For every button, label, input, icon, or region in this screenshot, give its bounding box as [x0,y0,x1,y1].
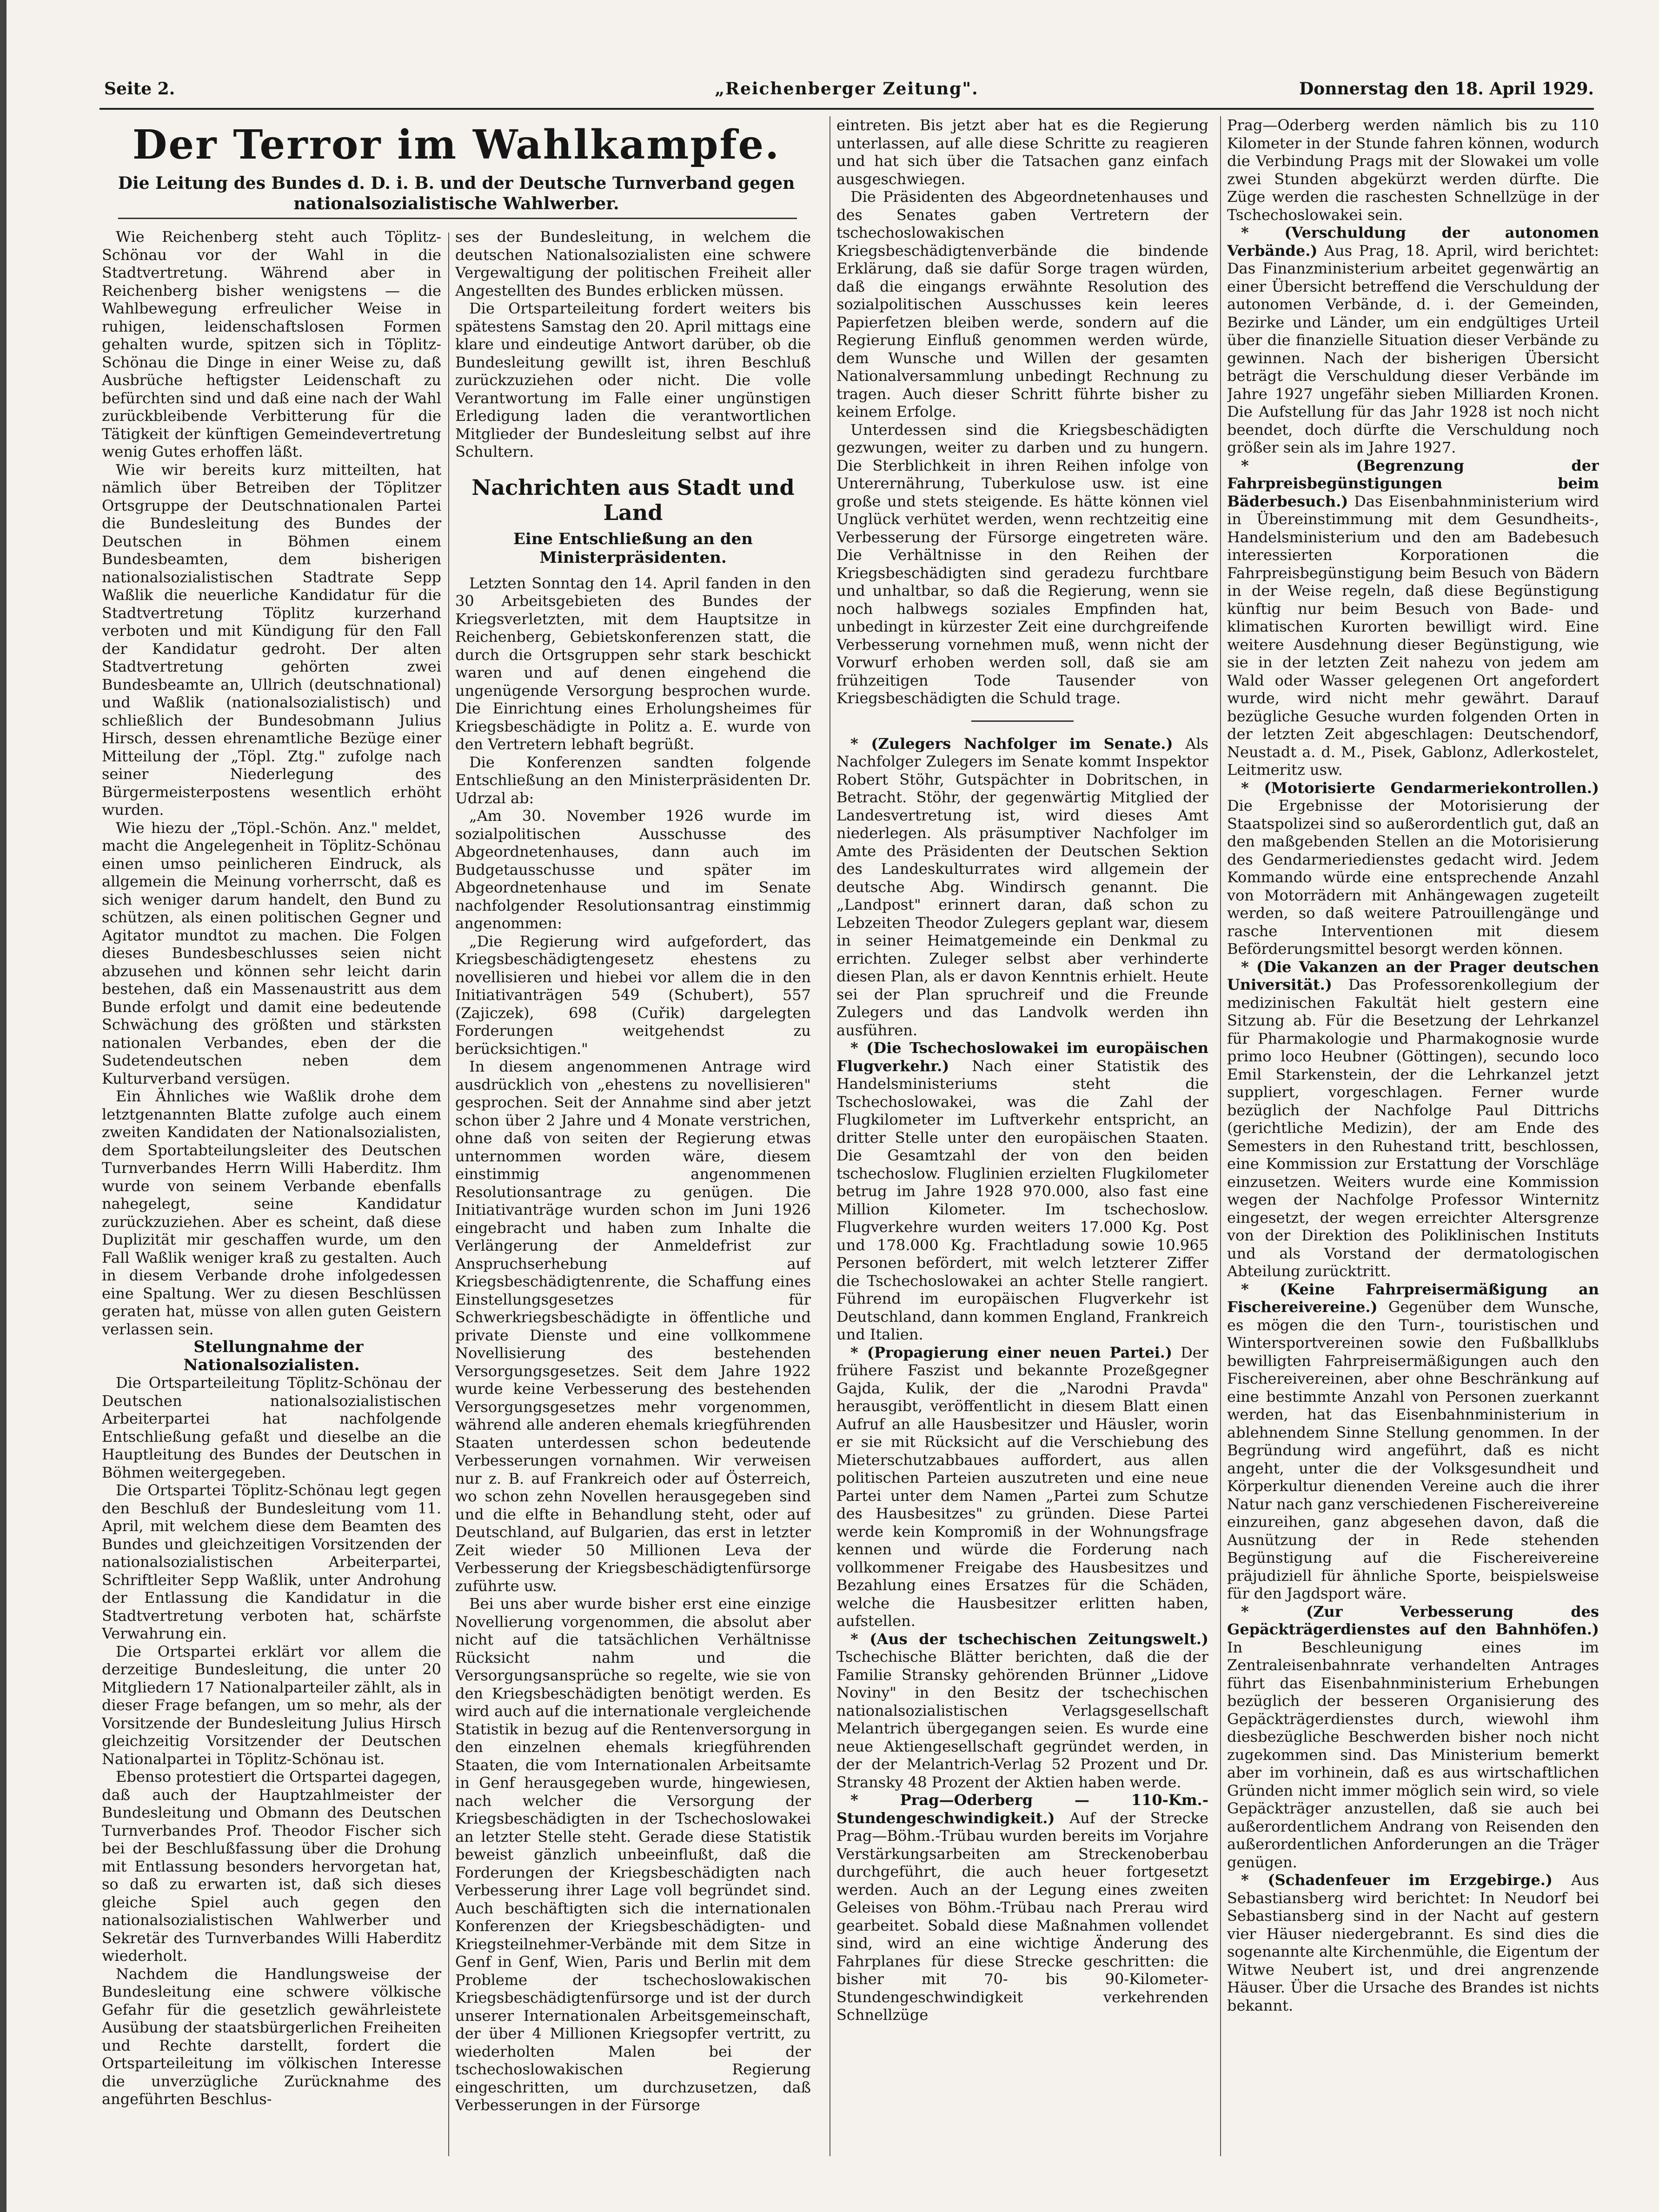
paragraph: eintreten. Bis jetzt aber hat es die Regierung unterlassen, auf alle diese Schritte zu reagieren und hat sich über die Tatsachen ganz einfach ausgeschwiegen. [836,116,1208,188]
news-item [836,1791,1208,2024]
item-heading: * (Begrenzung der Fahrpreisbegünstigungen beim Bäderbesuch.) [1227,456,1599,510]
paragraph: „Am 30. November 1926 wurde im sozialpolitischen Ausschusse des Abgeordnetenhauses, dann auch im Budgetausschusse und später im Abgeordnetenhause und im Senate nachfolgender Resolutionsantrag einstimmig angenommen: [455,807,811,932]
article-headline: Der Terror im Wahlkampfe. [132,121,781,168]
item-heading: * (Zulegers Nachfolger im Senate.) [850,734,1173,753]
paragraph: Die Ortsparteileitung Töplitz-Schönau der Deutschen nationalsozialistischen Arbeiterpartei hat nachfolgende Entschließung gefaßt und dieselbe an die Hauptleitung des Bundes der Deutschen in Böhmen weitergegeben. [102,1374,441,1481]
news-item [1227,457,1599,779]
page-header [100,79,1594,107]
paragraph: Die Konferenzen sandten folgende Entschließung an den Ministerpräsidenten Dr. Udrzal ab: [455,753,811,807]
item-heading: * (Die Tschechoslowakei im europäischen Flugverkehr.) [836,1039,1208,1075]
section-divider [971,720,1074,722]
paragraph: ses der Bundesleitung, in welchem die deutschen Nationalsozialisten eine schwere Vergewaltigung der politischen Freiheit aller Angestellten des Bundes erblicken müssen. [455,228,811,300]
item-text: In Beschleunigung eines im Zentraleisenbahnrate verhandelten Antrages führt das Eisenbahnministerium Erhebungen bezüglich der besseren Organisierung des Gepäckträgerdienstes durch, wiewohl ihm diesbezügliche Beschwerden bisher noch nicht zugekommen sind. Das Ministerium bemerkt aber im vorhinein, daß es aus wirtschaftlichen Gründen nicht immer möglich sein wird, so viele Gepäckträger anzustellen, daß sie auch bei außerordentlichem Andrang von Reisenden den außerordentlichen Anforderungen an die Träger genügen. [1227,1638,1599,1871]
item-text: Das Professorenkollegium der medizinischen Fakultät hielt gestern eine Sitzung ab. Für die Besetzung der Lehrkanzel für Pharmakologie und Pharmakognosie wurde primo loco Heubner (Göttingen), secundo loco Emil Starkenstein, der die Lehrkanzel jetzt suppliert, vorgeschlagen. Ferner wurde bezüglich der Nachfolge Paul Dittrichs (gerichtliche Medizin), der am Ende des Semesters in den Ruhestand tritt, beschlossen, eine Kommission zur Erstattung der Vorschläge einzusetzen. Weiters wurde eine Kommission wegen der Nachfolge Professor Winternitz eingesetzt, der wegen erreichter Altersgrenze von der Direktion des Poliklinischen Instituts und als Vorstand der dermatologischen Abteilung zurücktritt. [1227,976,1599,1280]
item-heading: * (Motorisierte Gendarmeriekontrollen.) [1241,779,1599,797]
paragraph: Die Ortsparteileitung fordert weiters bis spätestens Samstag den 20. April mittags eine klare und eindeutige Antwort darüber, ob die Bundesleitung gewillt ist, ihren Beschluß zurückzuziehen oder nicht. Die volle Verantwortung im Falle einer ungünstigen Erledigung laden die verantwortlichen Mitglieder der Bundesleitung selbst auf ihre Schultern. [455,300,811,460]
issue-date: Donnerstag den 18. April 1929. [1299,79,1594,99]
paragraph: „Die Regierung wird aufgefordert, das Kriegsbeschädigtengesetz ehestens zu novellisieren und hiebei vor allem die in den Initiativanträgen 549 (Schubert), 557 (Zajiczek), 698 (Cuřik) dargelegten Forderungen weitgehendst zu berücksichtigen." [455,932,811,1058]
item-text: Als Nachfolger Zulegers im Senate kommt Inspektor Robert Stöhr, Gutspächter in Dobritschen, in Betracht. Stöhr, der gegenwärtig Mitglied der Landesvertretung ist, wird dieses Amt niederlegen. Als präsumptiver Nachfolger im Amte des Präsidenten der Deutschen Sektion des Landeskulturrates wird allgemein der deutsche Abg. Windirsch genannt. Die „Landpost" erinnert daran, daß schon zu Lebzeiten Theodor Zulegers geplant war, diesem in seiner Heimatgemeinde ein Denkmal zu errichten. Zuleger selbst aber verhinderte diesen Plan, als er davon Kenntnis erhielt. Heute sei der Plan spruchreif und die Freunde Zulegers und das Landvolk werden ihn ausführen. [836,734,1208,1039]
item-text: Das Eisenbahnministerium wird in Übereinstimmung mit dem Gesundheits-, Handelsministerium und den am Badebesuch interessierten Korporationen die Fahrpreisbegünstigung beim Besuch von Bädern in der Weise regeln, daß diese Begünstigung künftig nur beim Besuch von Bade- und klimatischen Kurorten bewilligt wird. Eine weitere Ausdehnung dieser Begünstigung, wie sie in der letzten Zeit nahezu von jedem am Wald oder Wasser gelegenen Ort angefordert wurde, wird nicht mehr gewährt. Darauf bezügliche Gesuche wurden folgenden Orten in der letzten Zeit abgeschlagen: Deutschendorf, Neustadt a. d. M., Pisek, Gablonz, Adlerkostelet, Leitmeritz usw. [1227,492,1599,779]
news-item [1227,1280,1599,1603]
paragraph: Die Ortspartei Töplitz-Schönau legt gegen den Beschluß der Bundesleitung vom 11. April, mit welchem diese dem Beamten des Bundes und gleichzeitigen Vorsitzenden der nationalsozialistischen Arbeiterpartei, Schriftleiter Sepp Waßlik, unter Androhung der Entlassung die Kandidatur in die Stadtvertretung verboten hat, schärfste Verwahrung ein. [102,1481,441,1642]
item-heading: * (Schadenfeuer im Erzgebirge.) [1241,1871,1553,1889]
paragraph: Die Ortspartei erklärt vor allem die derzeitige Bundesleitung, die unter 20 Mitgliedern 17 Nationalparteiler zählt, als in dieser Frage befangen, um so mehr, als der Vorsitzende der Bundesleitung Julius Hirsch gleichzeitig Vorsitzender der Deutschen Nationalpartei in Töplitz-Schönau ist. [102,1642,441,1768]
paragraph: Ebenso protestiert die Ortspartei dagegen, daß auch der Hauptzahlmeister der Bundesleitung und Obmann des Deutschen Turnverbandes Prof. Theodor Fischer sich bei der Beschlußfassung über die Drohung mit Entlassung besonders hervorgetan hat, so daß zu erwarten ist, daß sich dieses gleiche Spiel auch gegen den nationalsozialistischen Wahlwerber und Sekretär des Turnverbandes Willi Haberditz wiederholt. [102,1768,441,1965]
column-divider [1220,116,1221,2156]
news-item [836,1039,1208,1344]
page-number: Seite 2. [104,79,175,99]
item-heading: * (Die Vakanzen an der Prager deutschen Universität.) [1227,958,1599,993]
paragraph: Ein Ähnliches wie Waßlik drohe dem letztgenannten Blatte zufolge auch einem zweiten Kandidaten der Nationalsozialisten, dem Sportabteilungsleiter des Deutschen Turnverbandes Herrn Willi Haberditz. Ihm wurde von seinem Verbande ebenfalls nahegelegt, seine Kandidatur zurückzuziehen. Aber es scheint, daß diese Duplizität mir geschaffen wurde, um den Fall Waßlik weniger kraß zu gestalten. Auch in diesem Verbande drohe infolgedessen eine Spaltung. Wer zu diesen Beschlüssen geraten hat, müsse von allen guten Geistern verlassen sein. [102,1087,441,1338]
news-item [1227,779,1599,958]
item-heading: * Prag—Oderberg — 110-Km.-Stundengeschwindigkeit.) [836,1791,1208,1827]
news-item [1227,1603,1599,1872]
news-item [1227,224,1599,457]
item-text: Tschechische Blätter berichten, daß die der Familie Stransky gehörenden Brünner „Lidove Noviny" in den Besitz der tschechischen nationalsozialistischen Verlagsgesellschaft Melantrich übergegangen seien. Es wurde eine neue Aktiengesellschaft gegründet werden, in der der Melantrich-Verlag 52 Prozent und Dr. Stransky 48 Prozent der Aktien haben werde. [836,1648,1208,1791]
paragraph: Letzten Sonntag den 14. April fanden in den 30 Arbeitsgebieten des Bundes der Kriegsverletzten, mit dem Hauptsitze in Reichenberg, Gebietskonferenzen statt, die durch die Ortsgruppen sehr stark beschickt waren und auf denen eingehend die ungenügende Versorgung besprochen wurde. Die Einrichtung eines Erholungsheimes für Kriegsbeschädigte in Politz a. E. wurde von den Vertretern lebhaft begrüßt. [455,574,811,753]
news-item [836,1630,1208,1792]
paragraph: Bei uns aber wurde bisher erst eine einzige Novellierung vorgenommen, die absolut aber nicht auf die tatsächlichen Verhältnisse Rücksicht nahm und die Versorgungsansprüche so regelte, wie sie von den Kriegsbeschädigten benötigt werden. Es wird auch auf die internationale vergleichende Statistik in bezug auf die Rentenversorgung in den einzelnen ehemals kriegführenden Staaten, die vom Internationalen Arbeitsamte in Genf herausgegeben wurde, hingewiesen, nach welcher die Versorgung der Kriegsbeschädigten in der Tschechoslowakei an letzter Stelle steht. Gerade diese Statistik beweist gänzlich unbeeinflußt, daß die Forderungen der Kriegsbeschädigten nach Verbesserung ihrer Lage voll begründet sind. Auch beschäftigten sich die internationalen Konferenzen der Kriegsbeschädigten- und Kriegsteilnehmer-Verbände mit dem Sitze in Genf in Genf, Wien, Paris und Berlin mit dem Probleme der tschechoslowakischen Kriegsbeschädigtenfürsorge und ist der durch unserer Internationalen Arbeitsgemeinschaft, der über 4 Millionen Kriegsopfer vertritt, zu wiederholten Malen bei der tschechoslowakischen Regierung eingeschritten, um durchzusetzen, daß Verbesserungen in der Fürsorge [455,1595,811,2114]
paragraph: In diesem angenommenen Antrage wird ausdrücklich von „ehestens zu novellisieren" gesprochen. Seit der Annahme sind aber jetzt schon über 2 Jahre und 4 Monate verstrichen, ohne daß von seiten der Regierung etwas unternommen worden wäre, diesem einstimmig angenommenen Resolutionsantrage zu genügen. Die Initiativanträge wurden schon im Juni 1926 eingebracht und haben zum Inhalte die Verlängerung der Anmeldefrist zur Anspruchserhebung auf Kriegsbeschädigtenrente, die Schaffung eines Einstellungsgesetzes für Schwerkriegsbeschädigte in öffentliche und private Dienste und eine vollkommene Novellisierung des bestehenden Versorgungsgesetzes. Seit dem Jahre 1922 wurde keine Verbesserung des bestehenden Versorgungsgesetzes mehr vorgenommen, während alle anderen ehemals kriegführenden Staaten unterdessen schon bedeutende Verbesserungen vornahmen. Wir verweisen nur z. B. auf Frankreich oder auf Österreich, wo schon zehn Novellen herausgegeben sind und die elfte in Behandlung steht, oder auf Deutschland, auf Bulgarien, das erst in letzter Zeit wieder 50 Millionen Leva der Verbesserung der Kriegsbeschädigtenfürsorge zuführte usw. [455,1058,811,1595]
item-text: Aus Prag, 18. April, wird berichtet: Das Finanzministerium arbeitet gegenwärtig an einer Übersicht betreffend die Verschuldung der autonomen Verbände, d. i. der Gemeinden, Bezirke und Länder, um ein endgültiges Urteil über die finanzielle Situation dieser Verbände zu gewinnen. Nach der bisherigen Übersicht beträgt die Verschuldung dieser Verbände im Jahre 1927 ungefähr sieben Milliarden Kronen. Die Aufstellung für das Jahr 1928 ist noch nicht beendet, doch dürfte die Verschuldung noch größer sein als im Jahre 1927. [1227,241,1599,456]
news-item [1227,1871,1599,2014]
newspaper-name: „Reichenberger Zeitung". [715,79,979,99]
news-item [836,1344,1208,1630]
paragraph: Wie wir bereits kurz mitteilten, hat nämlich über Betreiben der Töplitzer Ortsgruppe der Deutschnationalen Partei die Bundesleitung des Bundes der Deutschen in Böhmen einem Bundesbeamten, dem bisherigen nationalsozialistischen Stadtrate Sepp Waßlik die neuerliche Kandidatur für die Stadtvertretung Töplitz kurzerhand verboten und mit Kündigung für den Fall der Kandidatur gedroht. Der alten Stadtvertretung gehörten zwei Bundesbeamte an, Ullrich (deutschnational) und Waßlik (nationalsozialistisch) und schließlich der Bundesobmann Julius Hirsch, dessen ehrenamtliche Bezüge einer Mitteilung der „Töpl. Ztg." zufolge nach seiner Niederlegung des Bürgermeisterpostens wesentlich erhöht wurden. [102,460,441,819]
paragraph: Prag—Oderberg werden nämlich bis zu 110 Kilometer in der Stunde fahren können, wodurch die Verbindung Prags mit der Slowakei um volle zwei Stunden abgekürzt werden dürfte. Die Züge werden die raschesten Schnellzüge in der Tschechoslowakei sein. [1227,116,1599,224]
paragraph: Unterdessen sind die Kriegsbeschädigten gezwungen, weiter zu darben und zu hungern. Die Sterblichkeit in ihren Reihen infolge von Unterernährung, Tuberkulose usw. ist eine große und stets steigende. Es hätte können viel Unglück verhütet werden, wenn rechtzeitig eine Verbesserung der Fürsorge eingetreten wäre. Die Verhältnisse in den Reihen der Kriegsbeschädigten sind geradezu furchtbare und unhaltbar, so daß die Regierung, wenn sie noch halbwegs soziales Empfinden hat, unbedingt in kürzester Zeit eine durchgreifende Verbesserung vornehmen muß, wenn nicht der Vorwurf erhoben werden soll, daß sie am frühzeitigen Tode Tausender von Kriegsbeschädigten die Schuld trage. [836,420,1208,707]
item-heading: * (Verschuldung der autonomen Verbände.) [1227,224,1599,260]
item-text: Der frühere Faszist und bekannte Prozeßgegner Gajda, Kulik, der die „Narodni Pravda" herausgibt, veröffentlicht in diesem Blatt einen Aufruf an alle Hausbesitzer und Häusler, worin er sie mit Rücksicht auf die Verschiebung des Mieterschutzabbaues auffordert, aus allen politischen Parteien auszutreten und eine neue Partei unter dem Namen „Partei zum Schutze des Hausbesitzes" zu gründen. Diese Partei werde kein Kompromiß in der Wohnungsfrage kennen und würde die Forderung nach vollkommener Freigabe des Hausbesitzes und Bezahlung eines Ersatzes für die Schäden, welche die Hausbesitzer erlitten haben, aufstellen. [836,1343,1208,1630]
section-title: Nachrichten aus Stadt und Land [471,474,795,525]
item-heading: * (Propagierung einer neuen Partei.) [850,1343,1173,1361]
column-2 [455,228,811,2175]
column-4 [1227,116,1599,2175]
item-heading: * (Zur Verbesserung des Gepäckträgerdienstes auf den Bahnhöfen.) [1227,1602,1599,1638]
item-heading: * (Keine Fahrpreisermäßigung an Fischereivereine.) [1227,1280,1599,1316]
item-heading: * (Aus der tschechischen Zeitungswelt.) [850,1630,1208,1648]
news-item [1227,958,1599,1280]
headline-rule [118,218,797,219]
item-text: Gegenüber dem Wunsche, es mögen die den Turn-, touristischen und Wintersportvereinen sowie den Fußballklubs bewilligten Fahrpreisermäßigungen auch den Fischereivereinen, aber ohne Beschränkung auf eine bestimmte Anzahl von Personen zuerkannt werden, hat das Eisenbahnministerium in ablehnendem Sinne Stellung genommen. In der Begründung wird angeführt, daß es nicht angeht, unter die der Volksgesundheit und Körperkultur dienenden Vereine auch die ihrer Natur nach ganz verschiedenen Fischereivereine einzureihen, ganz abgesehen davon, daß die Ausnützung der in Rede stehenden Begünstigung auf die Fischereivereine präjudiziell für ähnliche Sporte, beispielsweise für den Jagdsport wäre. [1227,1298,1599,1602]
column-3 [836,116,1208,2175]
paragraph: Wie hiezu der „Töpl.-Schön. Anz." meldet, macht die Angelegenheit in Töplitz-Schönau einen umso peinlicheren Eindruck, als allgemein die Meinung vorherrscht, daß es sich weniger darum handelt, den Bund zu schützen, als einen politischen Gegner und Agitator mundtot zu machen. Die Folgen dieses Bundesbeschlusses seien nicht abzusehen und können sehr leicht darin bestehen, daß ein Massenaustritt aus dem Bunde erfolgt und damit eine bedeutende Schwächung des größten und stärksten nationalen Verbandes, eben der die Sudetendeutschen neben dem Kulturverband versügen. [102,819,441,1087]
section-subtitle: Eine Entschließung an den Ministerpräsidenten. [513,529,753,567]
item-text: Die Ergebnisse der Motorisierung der Staatspolizei sind so außerordentlich gut, daß an den maßgebenden Stellen an die Motorisierung des Gendarmeriedienstes gedacht wird. Jedem Kommando würde eine entsprechende Anzahl von Motorrädern mit Anhängewagen zugeteilt werden, so daß weitere Patrouillengänge und rasche Interventionen mit diesem Beförderungsmittel besorgt werden können. [1227,797,1599,958]
news-item [836,735,1208,1039]
item-text: Aus Sebastiansberg wird berichtet: In Neudorf bei Sebastiansberg sind in der Nacht auf gestern vier Häuser niedergebrannt. Es sind dies die sogenannte alte Kirchenmühle, die Eigentum der Witwe Neubert ist, und drei angrenzende Häuser. Über die Ursache des Brandes ist nichts bekannt. [1227,1871,1599,2014]
item-text: Nach einer Statistik des Handelsministeriums steht die Tschechoslowakei, was die Zahl der Flugkilometer im Luftverkehr entspricht, an dritter Stelle unter den europäischen Staaten. Die Gesamtzahl der von den beiden tschechoslow. Fluglinien erzielten Flugkilometer betrug im Jahre 1928 970.000, also fast eine Million Kilometer. Im tschechoslow. Flugverkehre wurden weiters 17.000 Kg. Post und 178.000 Kg. Frachtladung sowie 10.965 Personen befördert, mit welch letzterer Ziffer die Tschechoslowakei an achter Stelle rangiert. Führend im europäischen Flugverkehr ist Deutschland, dann kommen England, Frankreich und Italien. [836,1057,1208,1343]
paragraph: Nachdem die Handlungsweise der Bundesleitung eine schwere völkische Gefahr für die gesetzlich gewährleistete Ausübung der staatsbürgerlichen Freiheiten und Rechte darstellt, fordert die Ortsparteileitung im völkischen Interesse die unverzügliche Zurücknahme des angeführten Beschlus- [102,1965,441,2108]
column-divider [448,233,449,2156]
header-rule [100,108,1594,110]
article-subheadline: Die Leitung des Bundes d. D. i. B. und der Deutsche Turnverband gegen nationalsozialistische Wahlwerber. [118,173,795,213]
paragraph: Wie Reichenberg steht auch Töplitz-Schönau vor der Wahl in die Stadtvertretung. Während aber in Reichenberg bisher wenigstens — die Wahlbewegung erfreulicher Weise in ruhigen, leidenschaftslosen Formen gehalten wurde, spitzen sich in Töplitz-Schönau die Dinge in einer Weise zu, daß Ausbrüche heftigster Leidenschaft zu befürchten sind und daß eine nach der Wahl zurückbleibende Verbitterung für die Tätigkeit der künftigen Gemeindevertretung wenig Gutes erhoffen läßt. [102,228,441,460]
column-1 [102,228,441,2175]
paragraph: Die Präsidenten des Abgeordnetenhauses und des Senates gaben Vertretern der tschechoslowakischen Kriegsbeschädigtenverbände die bindende Erklärung, daß sie dafür Sorge tragen würden, daß die eingangs erwähnte Resolution des sozialpolitischen Ausschusses kein leeres Papierfetzen bleiben werde, sondern auf die Regierung Einfluß genommen werden würde, dem Wunsche und Willen der gesamten Nationalversammlung unbedingt Rechnung zu tragen. Auch dieser Schritt führte bisher zu keinem Erfolge. [836,188,1208,420]
item-text: Auf der Strecke Prag—Böhm.-Trübau wurden bereits im Vorjahre Verstärkungsarbeiten am Streckenoberbau durchgeführt, die auch heuer fortgesetzt werden. Auch an der Legung eines zweiten Geleises von Böhm.-Trübau nach Prerau wird gearbeitet. Sobald diese Maßnahmen vollendet sind, wird an eine wichtige Änderung des Fahrplanes für diese Strecke geschritten: die bisher mit 70- bis 90-Kilometer-Stundengeschwindigkeit verkehrenden Schnellzüge [836,1809,1208,2024]
section-heading: Stellungnahme der Nationalsozialisten. [183,1338,364,1374]
